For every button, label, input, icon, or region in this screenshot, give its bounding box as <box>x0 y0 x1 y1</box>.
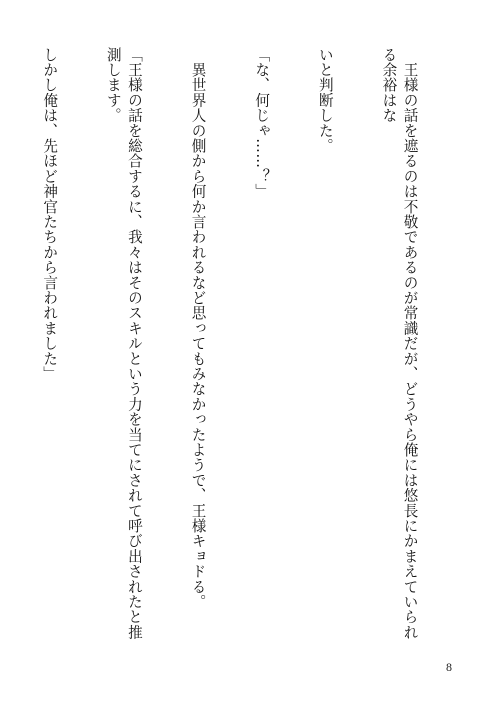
text-line: いと判断した。 <box>316 47 334 154</box>
text-line: 「王様の話を総合するに、我々はそのスキルという力を当てにされて呼び出されたと推測します。 <box>104 47 143 640</box>
text-line: しかし俺は、先ほど神官たちから言われました」 <box>41 47 59 382</box>
text-line: 王様の話を遮るのは不敬であるのが常識だが、どうやら俺には悠長にかまえていられる余裕はな <box>380 47 419 640</box>
text-line: 「な、何じゃ……？」 <box>253 47 271 199</box>
page-number: 8 <box>446 660 452 674</box>
text-line: 異世界人の側から何か言われるなど思ってもみなかったようで、王様キョドる。 <box>189 47 207 610</box>
vertical-text-body <box>0 47 463 647</box>
